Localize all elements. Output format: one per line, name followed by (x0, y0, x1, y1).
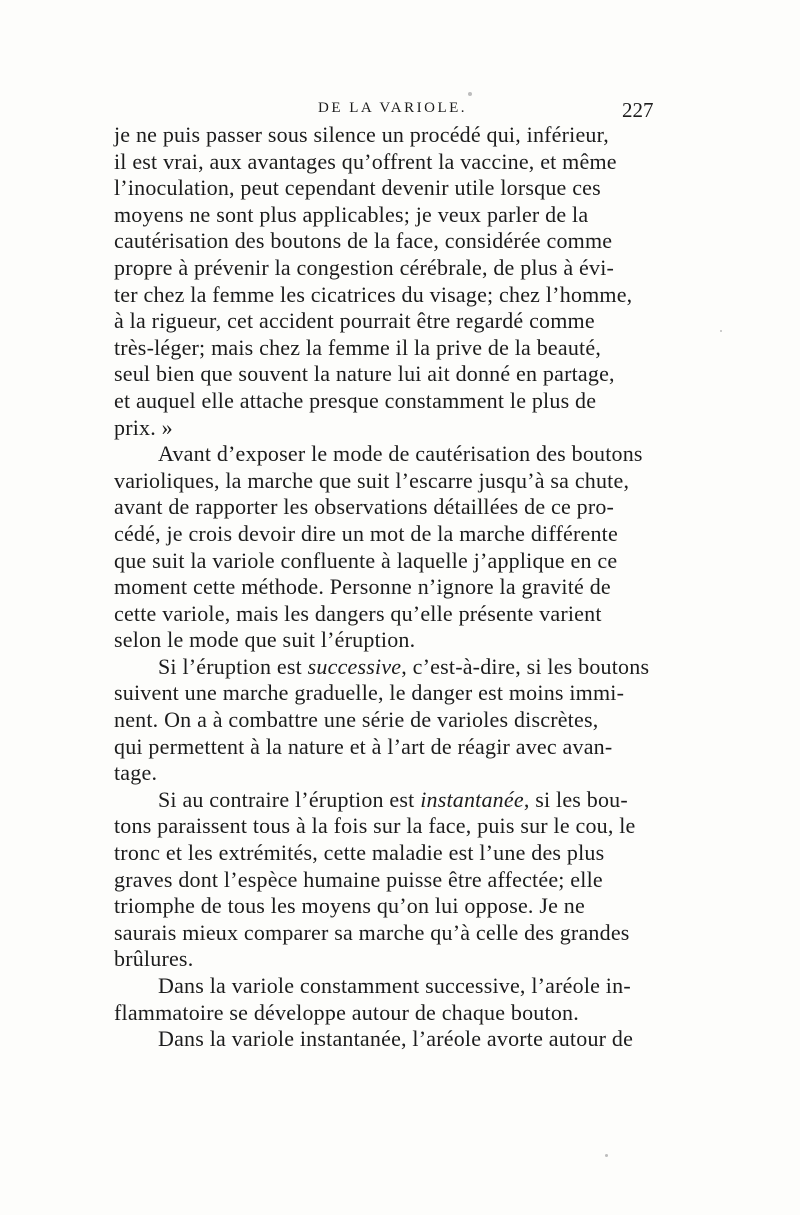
text-line: tons paraissent tous à la fois sur la face, puis sur le cou, le (114, 813, 636, 839)
emphasis-successive: successive (307, 653, 402, 679)
paper-speck (605, 1154, 608, 1157)
text-line: je ne puis passer sous silence un procédé qui, inférieur, (114, 122, 609, 147)
text-line: cette variole, mais les dangers qu’elle présente varient (114, 600, 602, 626)
text-line: seul bien que souvent la nature lui ait donné en partage, (114, 361, 615, 387)
text-line: ter chez la femme les cicatrices du visage; chez l’homme, (114, 281, 633, 307)
text-line: que suit la variole confluente à laquelle j’applique en ce (114, 547, 618, 573)
text-line: flammatoire se développe autour de chaque bouton. (114, 999, 579, 1025)
text-line: à la rigueur, cet accident pourrait être regardé comme (114, 308, 595, 334)
text-line: moment cette méthode. Personne n’ignore la gravité de (114, 574, 611, 600)
text-line: saurais mieux comparer sa marche qu’à celle des grandes (114, 919, 630, 945)
paragraph-start (114, 787, 694, 814)
text-line: brûlures. (114, 946, 194, 972)
text-line: il est vrai, aux avantages qu’offrent la vaccine, et même (114, 148, 617, 174)
line-pre: Si au contraire l’éruption est (158, 786, 421, 812)
line-post: , si les bou- (523, 786, 628, 812)
paragraph-start: Dans la variole constamment successive, l’aréole in- (158, 973, 631, 998)
page-number: 227 (622, 98, 654, 122)
paragraph-start: Dans la variole instantanée, l’aréole avorte autour de (158, 1026, 634, 1052)
body-text (114, 122, 694, 1053)
text-line: varioliques, la marche que suit l’escarre jusqu’à sa chute, (114, 467, 630, 493)
text-line: triomphe de tous les moyens qu’on lui oppose. Je ne (114, 893, 585, 919)
paper-speck (720, 330, 722, 332)
line-pre: Si l’éruption est (158, 653, 308, 679)
emphasis-instantanee: instantanée (420, 786, 524, 812)
text-line: cautérisation des boutons de la face, considérée comme (114, 228, 613, 254)
text-line: moyens ne sont plus applicables; je veux parler de la (114, 201, 589, 227)
text-line: selon le mode que suit l’éruption. (114, 627, 416, 653)
text-line: qui permettent à la nature et à l’art de réagir avec avan- (114, 733, 613, 759)
text-line: tronc et les extrémités, cette maladie est l’une des plus (114, 840, 605, 866)
text-line: suivent une marche graduelle, le danger est moins immi- (114, 680, 625, 706)
text-line: propre à prévenir la congestion cérébrale, de plus à évi- (114, 254, 615, 280)
text-line: prix. » (114, 414, 173, 440)
text-line: tage. (114, 760, 158, 786)
paper-speck (468, 92, 472, 96)
text-line: l’inoculation, peut cependant devenir utile lorsque ces (114, 175, 601, 201)
line-post: , c’est-à-dire, si les boutons (401, 653, 650, 679)
text-line: nent. On a à combattre une série de varioles discrètes, (114, 707, 599, 733)
text-line: très-léger; mais chez la femme il la prive de la beauté, (114, 334, 602, 360)
text-line: graves dont l’espèce humaine puisse être affectée; elle (114, 866, 603, 892)
running-head: DE LA VARIOLE. (318, 100, 468, 116)
text-line: et auquel elle attache presque constamment le plus de (114, 387, 597, 413)
paragraph-start: Avant d’exposer le mode de cautérisation des boutons (158, 441, 643, 467)
text-line: avant de rapporter les observations détaillées de ce pro- (114, 494, 615, 520)
text-line: cédé, je crois devoir dire un mot de la marche différente (114, 520, 618, 546)
paragraph-start (114, 654, 694, 681)
